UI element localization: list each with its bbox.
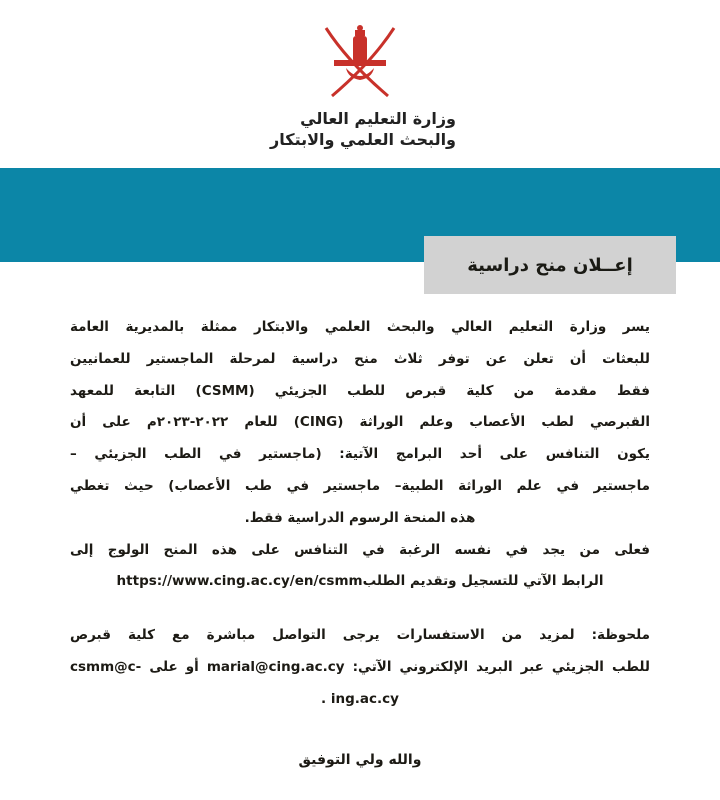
ministry-name xyxy=(260,108,456,150)
closing-text: والله ولي التوفيق xyxy=(298,752,422,768)
registration-link[interactable]: https://www.cing.ac.cy/en/csmm xyxy=(116,573,363,590)
link-prefix: الرابط الآتي للتسجيل وتقديم الطلب xyxy=(362,573,604,590)
body-line-link xyxy=(70,566,650,598)
email-link-2a[interactable]: csmm@c- xyxy=(70,658,142,675)
announcement-title xyxy=(424,236,676,294)
email-link-1[interactable]: marial@cing.ac.cy xyxy=(206,658,345,675)
email-link-2b[interactable]: ing.ac.cy xyxy=(330,690,399,707)
note-line-2 xyxy=(70,652,650,684)
note-mid: أو على xyxy=(149,658,199,675)
note-prefix: للطب الجزيئي عبر البريد الإلكتروني الآتي: xyxy=(352,658,650,675)
body-line: للبعثات أن تعلن عن توفر ثلاث منح دراسية لمرحلة الماجستير للعمانيين xyxy=(70,350,650,367)
body-line: فقط مقدمة من كلية قبرص للطب الجزيئي (CSMM) التابعة للمعهد xyxy=(70,382,650,399)
body-line: يكون التنافس على أحد البرامج الآتية: (ماجستير في الطب الجزيئي – xyxy=(70,446,650,463)
announcement-body xyxy=(70,312,650,716)
ministry-line-1: وزارة التعليم العالي xyxy=(300,109,456,128)
oman-emblem-icon xyxy=(318,22,402,102)
note-end: . xyxy=(321,690,327,707)
body-line: القبرصي لطب الأعصاب وعلم الوراثة (CING) للعام ٢٠٢٢-٢٠٢٣م على أن xyxy=(70,414,650,431)
note-line-1: ملحوظة: لمزيد من الاستفسارات يرجى التواصل مباشرة مع كلية قبرص xyxy=(70,627,650,644)
ministry-line-2: والبحث العلمي والابتكار xyxy=(270,130,456,149)
note-line-3 xyxy=(70,684,650,716)
title-text: إعــلان منح دراسية xyxy=(467,254,633,276)
body-line: يسر وزارة التعليم العالي والبحث العلمي والابتكار ممثلة بالمديرية العامة xyxy=(70,319,650,335)
body-line: ماجستير في علم الوراثة الطبية– ماجستير في طب الأعصاب) حيث تغطي xyxy=(70,477,650,494)
body-line: هذه المنحة الرسوم الدراسية فقط. xyxy=(244,509,476,526)
body-line: فعلى من يجد في نفسه الرغبة في التنافس على هذه المنح الولوج إلى xyxy=(70,541,650,558)
